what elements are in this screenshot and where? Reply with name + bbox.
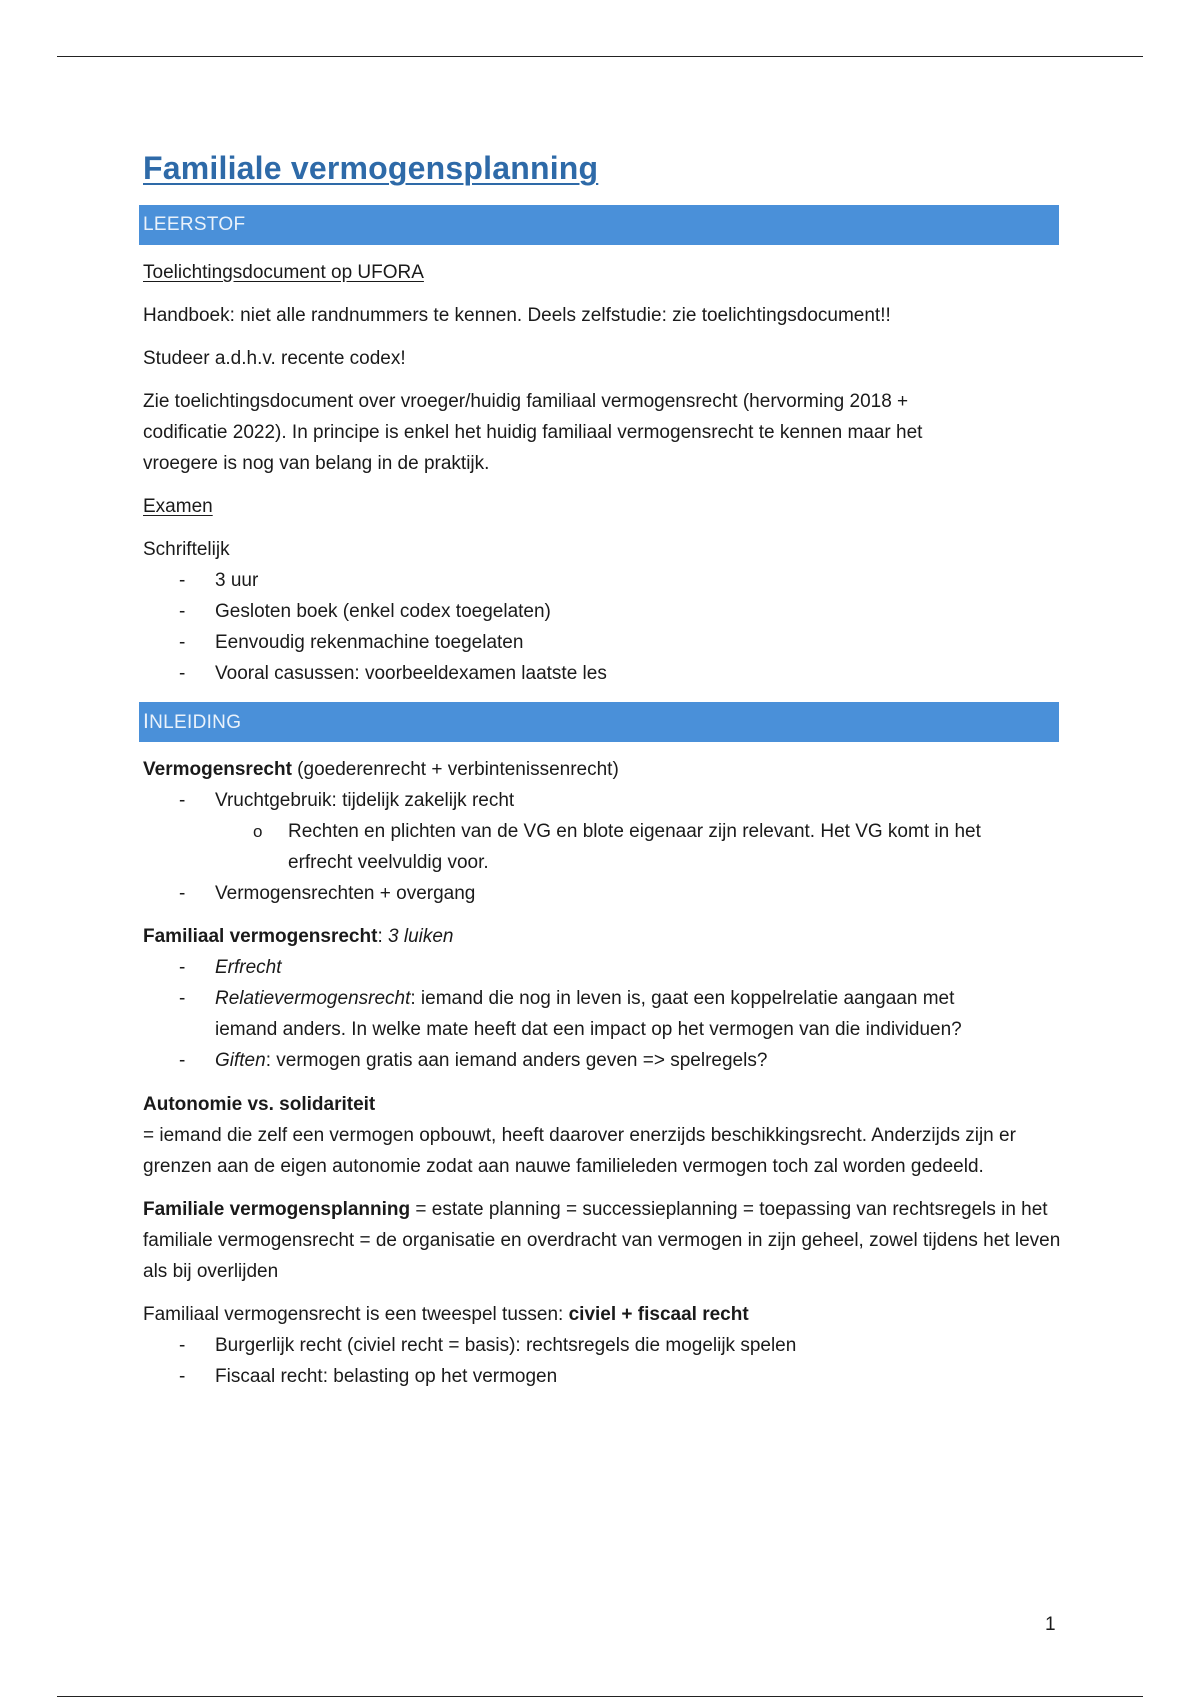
tweespel-paragraph: Familiaal vermogensrecht is een tweespel tussen: civiel + fiscaal recht (143, 1304, 749, 1325)
section-band-inleiding: INLEIDING (139, 702, 1059, 742)
examen-heading: Examen (143, 496, 213, 517)
luiken-list (143, 952, 1063, 1076)
vermogensplanning-paragraph: Familiale vermogensplanning = estate planning = successieplanning = toepassing van rechtsregels in het familiale vermogensrecht = de organisatie en overdracht van vermogen in zijn geheel, zowel tijdens het leven als bij overlijden (143, 1199, 1061, 1282)
list-item: - 3 uur (143, 565, 1063, 596)
section-band-leerstof: LEERSTOF (139, 205, 1059, 245)
list-item: - Vermogensrechten + overgang (143, 878, 1063, 909)
autonomie-heading: Autonomie vs. solidariteit (143, 1094, 376, 1115)
tweespel-list (143, 1330, 1063, 1392)
page-number: 1 (1045, 1614, 1056, 1635)
circle-bullet-icon: o (253, 822, 263, 841)
zie-paragraph: Zie toelichtingsdocument over vroeger/huidig familiaal vermogensrecht (hervorming 2018 + codificatie 2022). In principe is enkel het huidig familiaal vermogensrecht te kennen maar het vroegere is nog van belang in de praktijk. (143, 391, 923, 474)
vermogensrecht-sublist (143, 816, 1063, 878)
list-item: - Gesloten boek (enkel codex toegelaten) (143, 596, 1063, 627)
studeer-paragraph: Studeer a.d.h.v. recente codex! (143, 348, 406, 369)
footer-rule (57, 1696, 1143, 1697)
document-title: Familiale vermogensplanning (143, 150, 599, 186)
list-item: - Fiscaal recht: belasting op het vermogen (143, 1361, 1063, 1392)
familiaal-paragraph: Familiaal vermogensrecht: 3 luiken (143, 926, 454, 947)
list-item: o Rechten en plichten van de VG en blote eigenaar zijn relevant. Het VG komt in het erfrecht veelvuldig voor. (143, 816, 1023, 878)
list-item: - Vooral casussen: voorbeeldexamen laatste les (143, 658, 1063, 689)
list-item: - Erfrecht (143, 952, 1063, 983)
vermogensrecht-list-cont (143, 878, 1063, 909)
list-item: - Eenvoudig rekenmachine toegelaten (143, 627, 1063, 658)
document-page (143, 150, 1063, 1392)
list-item: - Burgerlijk recht (civiel recht = basis): rechtsregels die mogelijk spelen (143, 1330, 1063, 1361)
schriftelijk-paragraph: Schriftelijk (143, 539, 230, 560)
exam-list (143, 565, 1063, 689)
list-item: - Relatievermogensrecht: iemand die nog in leven is, gaat een koppelrelatie aangaan met iemand anders. In welke mate heeft dat een impact op het vermogen van die individuen? (143, 983, 1015, 1045)
header-rule (57, 56, 1143, 57)
list-item: - Giften: vermogen gratis aan iemand anders geven => spelregels? (143, 1045, 1063, 1076)
toelichting-heading: Toelichtingsdocument op UFORA (143, 262, 424, 283)
autonomie-paragraph: = iemand die zelf een vermogen opbouwt, heeft daarover enerzijds beschikkingsrecht. Anderzijds zijn er grenzen aan de eigen autonomie zodat aan nauwe familieleden vermogen toch zal worden gedeeld. (143, 1125, 1016, 1177)
vermogensrecht-paragraph: Vermogensrecht (goederenrecht + verbintenissenrecht) (143, 759, 619, 780)
list-item: - Vruchtgebruik: tijdelijk zakelijk recht (143, 785, 1063, 816)
handboek-paragraph: Handboek: niet alle randnummers te kennen. Deels zelfstudie: zie toelichtingsdocument!! (143, 305, 891, 326)
vermogensrecht-list (143, 785, 1063, 816)
